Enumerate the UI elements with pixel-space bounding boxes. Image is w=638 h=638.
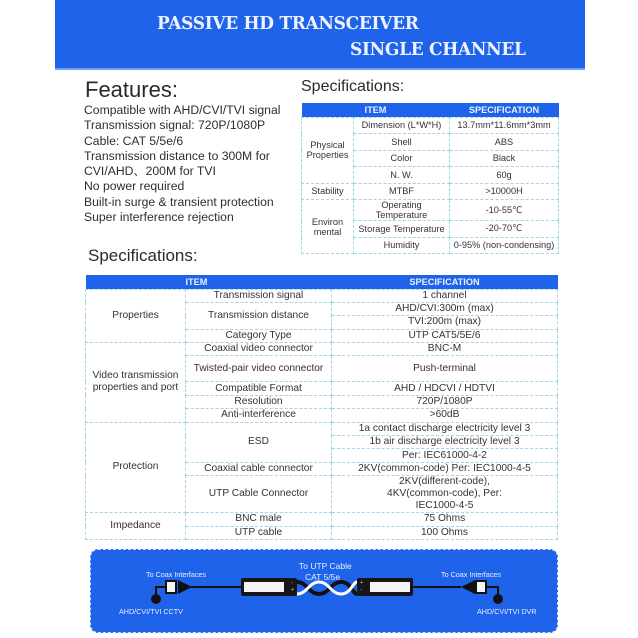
pin-minus: - [360,587,362,593]
value-cell: Per: IEC61000-4-2 [332,449,558,462]
item-cell: UTP Cable Connector [186,476,332,513]
table-header-row [302,103,559,117]
value-cell: 1b air discharge electricity level 3 [332,436,558,449]
value-cell: UTP CAT5/5E/6 [332,329,558,342]
terminal-pins [360,580,363,594]
table-row [302,200,559,221]
connection-diagram [90,549,558,633]
value-cell: 13.7mm*11.6mm*3mm [450,117,559,134]
item-cell: Coaxial cable connector [186,462,332,475]
product-sheet [55,0,585,638]
header-item: ITEM [302,103,450,117]
banner-title-line1: PASSIVE HD TRANSCEIVER [157,13,419,35]
right-coax-label: To Coax Interfaces [441,570,501,579]
value-cell: Push-terminal [332,356,558,382]
table-row [86,289,558,302]
left-coax-label: To Coax Interfaces [146,570,206,579]
transceiver-label [244,582,284,592]
wire [413,586,461,588]
table-row [302,183,559,200]
features-heading: Features: [85,77,178,102]
header-spec: SPECIFICATION [332,275,558,289]
item-cell: Color [354,150,450,167]
item-cell: Anti-interference [186,409,332,422]
feature-item: No power required [84,179,185,194]
value-cell: AHD / HDCVI / HDTVI [332,382,558,395]
group-label: Stability [302,183,354,200]
item-cell: Category Type [186,329,332,342]
group-label: Properties [86,289,186,343]
utp-cable-label-2: CAT 5/5e [305,572,341,582]
table-header-row [86,275,558,289]
bnc-plug-icon [475,580,487,594]
pin-plus: + [291,587,294,593]
table-row [86,422,558,435]
bnc-plug-cone-icon [461,580,475,594]
item-cell: Dimension (L*W*H) [354,117,450,134]
value-cell: TVI:200m (max) [332,316,558,329]
item-cell: ESD [186,422,332,462]
wire [155,586,165,588]
features-list [84,103,324,225]
header-spec: SPECIFICATION [450,103,559,117]
value-cell: 2KV(common-code) Per: IEC1000-4-5 [332,462,558,475]
banner-title-line2: SINGLE CHANNEL [350,39,526,61]
feature-item: Cable: CAT 5/5e/6 [84,133,184,148]
right-device-label: AHD/CVI/TVI DVR [477,607,537,616]
item-cell: MTBF [354,183,450,200]
title-banner [55,0,585,70]
utp-cable-label-1: To UTP Cable [299,561,352,571]
item-cell: Compatible Format [186,382,332,395]
value-cell: 0-95% (non-condensing) [450,237,559,254]
value-cell: -20-70℃ [450,221,559,238]
wire [191,586,241,588]
value-cell: 720P/1080P [332,395,558,408]
value-cell: Black [450,150,559,167]
twisted-pair-icon [297,578,357,598]
group-label: Video transmission properties and port [86,343,186,423]
table-row [302,117,559,134]
spec-large-heading: Specifications: [88,246,198,265]
table-row [86,343,558,356]
item-cell: Coaxial video connector [186,343,332,356]
group-label: Protection [86,422,186,513]
table-row [86,513,558,526]
value-cell: -10-55℃ [450,200,559,221]
value-cell: >10000H [450,183,559,200]
value-cell: 1a contact discharge electricity level 3 [332,422,558,435]
value-cell: >60dB [332,409,558,422]
item-cell: Humidity [354,237,450,254]
group-label: Physical Properties [302,117,354,183]
pin-minus: - [291,580,293,586]
terminal-pins [291,580,294,594]
bnc-plug-cone-icon [178,580,192,594]
feature-item: Transmission distance to 300M for CVI/AHD、200M for TVI [84,148,270,179]
feature-item: Transmission signal: 720P/1080P [84,118,266,133]
feature-item: Built-in surge & transient protection [84,194,274,209]
feature-item: Super interference rejection [84,210,234,225]
item-cell: N. W. [354,167,450,184]
transceiver-label [370,582,410,592]
pin-plus: + [360,580,363,586]
item-cell: Transmission signal [186,289,332,302]
item-cell: Transmission distance [186,302,332,329]
item-cell: Resolution [186,395,332,408]
left-device-label: AHD/CVI/TVI CCTV [119,607,183,616]
transceiver-right-icon [357,578,413,596]
item-cell: Storage Temperature [354,221,450,238]
value-cell: 2KV(different-code), 4KV(common-code), Per: IEC1000-4-5 [332,476,558,513]
value-cell: 100 Ohms [332,526,558,539]
spec-small-heading: Specifications: [301,78,405,95]
spec-small-table [301,103,559,254]
header-item: ITEM [86,275,332,289]
item-cell: BNC male [186,513,332,526]
feature-item: Compatible with AHD/CVI/TVI signal [84,103,281,117]
spec-large-table [85,275,558,540]
value-cell: AHD/CVI:300m (max) [332,302,558,315]
value-cell: BNC-M [332,343,558,356]
value-cell: 60g [450,167,559,184]
group-label: Environ mental [302,200,354,254]
item-cell: Operating Temperature [354,200,450,221]
transceiver-left-icon [241,578,297,596]
group-label: Impedance [86,513,186,540]
item-cell: UTP cable [186,526,332,539]
value-cell: 75 Ohms [332,513,558,526]
bnc-plug-icon [165,580,177,594]
dvr-icon [493,594,503,604]
item-cell: Twisted-pair video connector [186,356,332,382]
value-cell: ABS [450,134,559,151]
item-cell: Shell [354,134,450,151]
value-cell: 1 channel [332,289,558,302]
